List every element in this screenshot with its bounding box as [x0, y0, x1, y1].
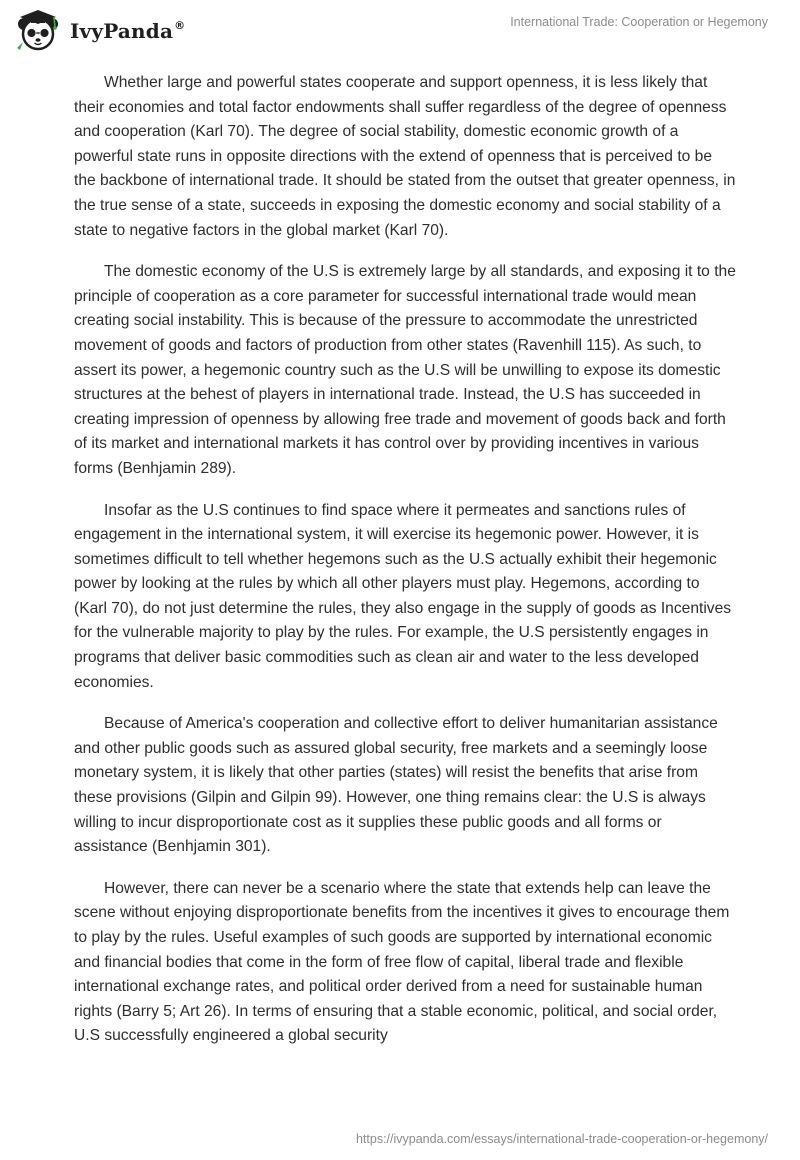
registered-mark: ®	[174, 19, 186, 32]
paragraph-1: Whether large and powerful states cooperate and support openness, it is less likely that their economies and total factor endowments shall suffer regardless of the degree of openness and cooperation (Karl 70). The degree of social stability, domestic economic growth of a powerful state runs in opposite directions with the extend of openness that is perceived to be the backbone of international trade. It should be stated from the outset that greater openness, in the true sense of a state, succeeds in exposing the domestic economy and social stability of a state to negative factors in the global market (Karl 70).	[74, 74, 736, 239]
paragraph-4: Because of America's cooperation and collective effort to deliver humanitarian assistance and other public goods such as assured global security, free markets and a seemingly loose monetary system, it is likely that other parties (states) will resist the benefits that arise from these provisions (Gilpin and Gilpin 99). However, one thing remains clear: the U.S is always willing to incur disproportionate cost as it supplies these public goods and all forms or assistance (Benhjamin 301).	[74, 715, 718, 856]
paragraph-2: The domestic economy of the U.S is extremely large by all standards, and exposing it to the principle of cooperation as a core parameter for successful international trade would mean creating social instability. This is because of the pressure to accommodate the unrestricted movement of goods and factors of production from other states (Ravenhill 115). As such, to assert its power, a hegemonic country such as the U.S will be unwilling to expose its domestic structures at the behest of players in international trade. Instead, the U.S has succeeded in creating impression of openness by allowing free trade and movement of goods back and forth of its market and international markets it has control over by providing incentives in various forms (Benhjamin 289).	[74, 263, 736, 477]
brand-logo[interactable]	[14, 8, 185, 52]
paragraph-5: However, there can never be a scenario where the state that extends help can leave the scene without enjoying disproportionate benefits from the incentives it gives to encourage them to play by the rules. Useful examples of such goods are supported by international economic and financial bodies that come in the form of free flow of capital, liberal trade and flexible international exchange rates, and political order derived from a need for sustainable human rights (Barry 5; Art 26). In terms of ensuring that a stable economic, political, and social order, U.S successfully engineered a global security	[74, 879, 730, 1045]
document-title: International Trade: Cooperation or Hegemony	[510, 15, 768, 29]
source-url-link[interactable]: https://ivypanda.com/essays/international-trade-cooperation-or-hegemony/	[355, 1132, 768, 1146]
panda-graduate-icon	[14, 8, 62, 52]
page-header	[0, 0, 800, 60]
essay-body	[74, 71, 736, 1066]
brand-name: IvyPanda®	[70, 19, 186, 43]
paragraph-3: Insofar as the U.S continues to find space where it permeates and sanctions rules of engagement in the international system, it will exercise its hegemonic power. However, it is sometimes difficult to tell whether hegemons such as the U.S actually exhibit their hegemonic power by looking at the rules by which all other players must play. Hegemons, according to (Karl 70), do not just determine the rules, they also engage in the supply of goods as Incentives for the vulnerable majority to play by the rules. For example, the U.S persistently engages in programs that deliver basic commodities such as clean air and water to the less developed economies.	[74, 501, 732, 691]
